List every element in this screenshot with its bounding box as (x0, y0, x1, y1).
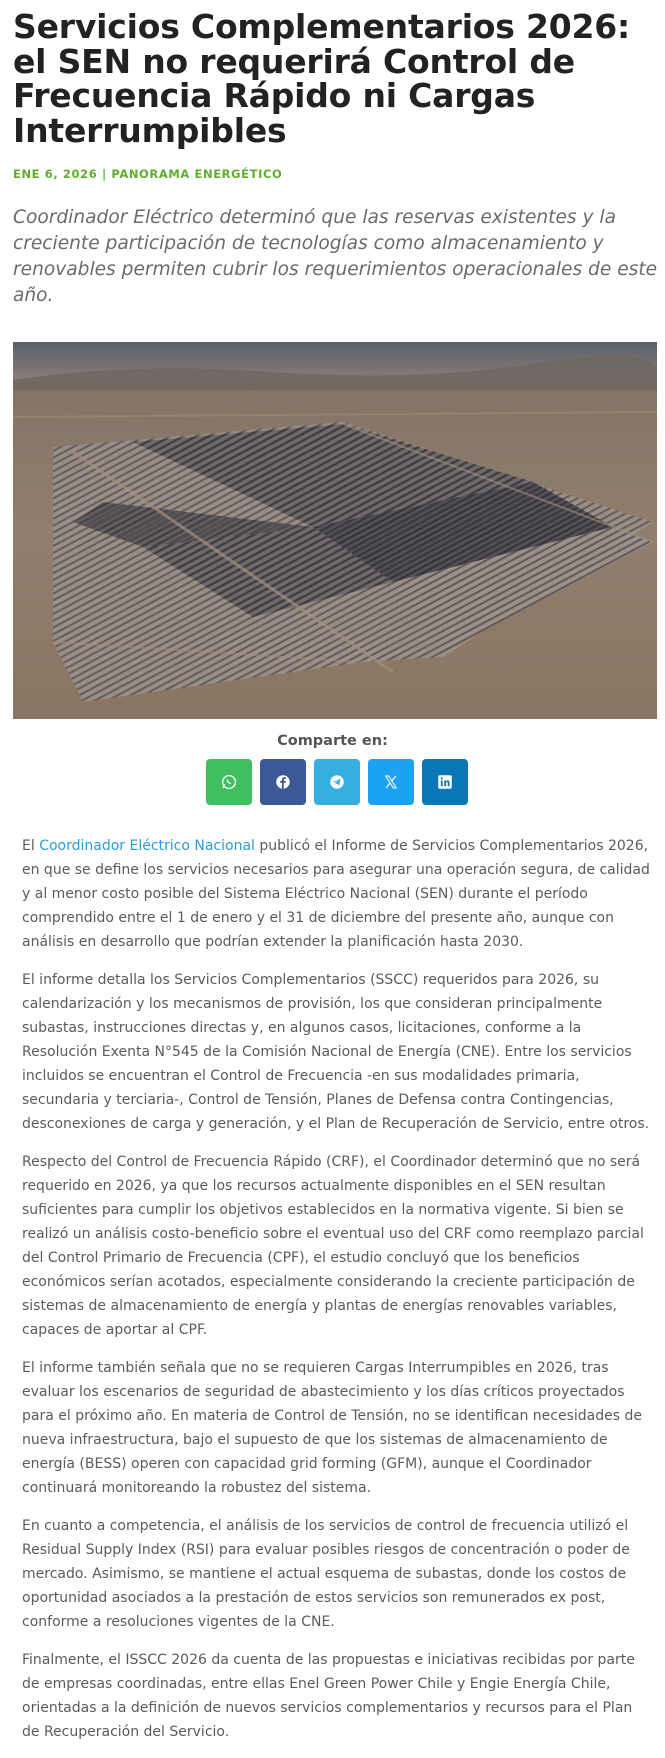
body-paragraph-5: En cuanto a competencia, el análisis de los servicios de control de frecuencia utilizó el Residual Supply Index (RSI) para evaluar posibles riesgos de concentración o poder de mercado. Asimismo, se mantiene el actual esquema de subastas, donde los costos de oportunidad asociados a la prestación de estos servicios son remunerados ex post, conforme a resoluciones vigentes de la CNE. (22, 1518, 630, 1630)
body-paragraph-4: El informe también señala que no se requieren Cargas Interrumpibles en 2026, tras evaluar los escenarios de seguridad de abastecimiento y los días críticos proyectados para el próximo año. En materia de Control de Tensión, no se identifican necesidades de nueva infraestructura, bajo el supuesto de que los sistemas de almacenamiento de energía (BESS) operen con capacidad grid forming (GFM), aunque el Coordinador continuará monitoreando la robustez del sistema. (22, 1360, 642, 1496)
article-date: ENE 6, 2026 (13, 167, 98, 181)
hero-image (13, 342, 657, 719)
article-meta (13, 167, 282, 181)
x-share-button[interactable] (368, 759, 414, 805)
coordinador-link[interactable]: Coordinador Eléctrico Nacional (39, 838, 255, 854)
article-body (22, 834, 652, 1758)
share-label: Comparte en: (277, 733, 388, 749)
body-paragraph-2: El informe detalla los Servicios Complementarios (SSCC) requeridos para 2026, su calendarización y los mecanismos de provisión, los que consideran principalmente subastas, instrucciones directas y, en algunos casos, licitaciones, conforme a la Resolución Exenta N°545 de la Comisión Nacional de Energía (CNE). Entre los servicios incluidos se encuentran el Control de Frecuencia -en sus modalidades primaria, secundaria y terciaria-, Control de Tensión, Planes de Defensa contra Contingencias, desconexiones de carga y generación, y el Plan de Recuperación de Servicio, entre otros. (22, 972, 650, 1132)
facebook-share-button[interactable] (260, 759, 306, 805)
linkedin-share-button[interactable] (422, 759, 468, 805)
facebook-icon (274, 773, 292, 791)
meta-separator: | (101, 167, 107, 181)
whatsapp-share-button[interactable] (206, 759, 252, 805)
linkedin-icon (436, 773, 454, 791)
x-icon (382, 773, 400, 791)
article-lead: Coordinador Eléctrico determinó que las reservas existentes y la creciente participación de tecnologías como almacenamiento y renovables permiten cubrir los requerimientos operacionales de este año. (13, 207, 658, 306)
share-buttons (206, 759, 466, 805)
whatsapp-icon (220, 773, 238, 791)
body-paragraph-3: Respecto del Control de Frecuencia Rápido (CRF), el Coordinador determinó que no será requerido en 2026, ya que los recursos actualmente disponibles en el SEN resultan suficientes para cumplir los objetivos establecidos en la normativa vigente. Si bien se realizó un análisis costo-beneficio sobre el eventual uso del CRF como reemplazo parcial del Control Primario de Frecuencia (CPF), el estudio concluyó que los beneficios económicos serían acotados, especialmente considerando la creciente participación de sistemas de almacenamiento de energía y plantas de energías renovables variables, capaces de aportar al CPF. (22, 1154, 644, 1338)
telegram-icon (328, 773, 346, 791)
body-paragraph-6: Finalmente, el ISSCC 2026 da cuenta de las propuestas e iniciativas recibidas por parte de empresas coordinadas, entre ellas Enel Green Power Chile y Engie Energía Chile, orientadas a la definición de nuevos servicios complementarios y recursos para el Plan de Recuperación del Servicio. (22, 1652, 635, 1740)
telegram-share-button[interactable] (314, 759, 360, 805)
article-category[interactable]: PANORAMA ENERGÉTICO (111, 167, 283, 181)
article-title: Servicios Complementarios 2026: el SEN no requerirá Control de Frecuencia Rápido ni Cargas Interrumpibles (13, 7, 631, 150)
body-paragraph-1: El Coordinador Eléctrico Nacional publicó el Informe de Servicios Complementarios 2026, en que se define los servicios necesarios para asegurar una operación segura, de calidad y al menor costo posible del Sistema Eléctrico Nacional (SEN) durante el período comprendido entre el 1 de enero y el 31 de diciembre del presente año, aunque con análisis en desarrollo que podrían extender la planificación hasta 2030. (22, 838, 650, 950)
